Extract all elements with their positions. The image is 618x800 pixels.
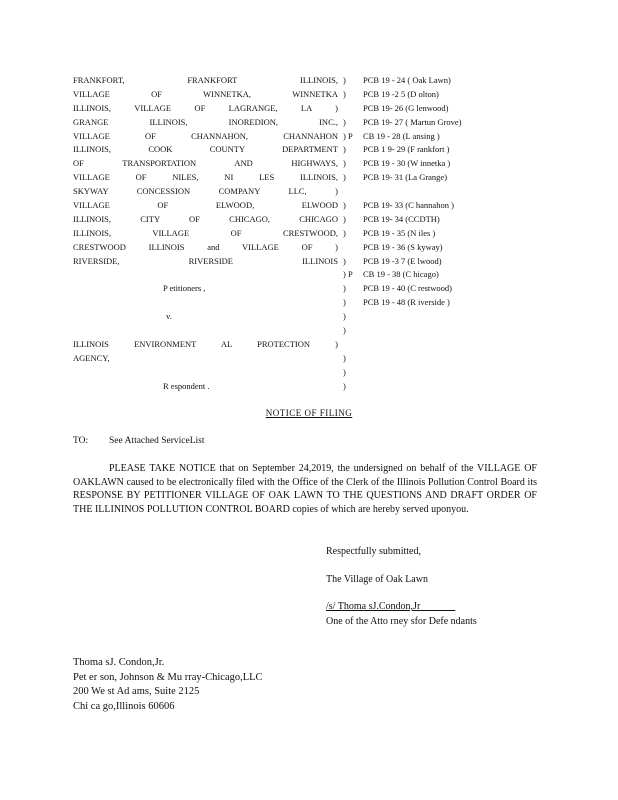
caption-party-text: VILLAGE OF WINNETKA, WINNETKA bbox=[73, 88, 338, 99]
case-number: PCB 19 - 40 (C restwood) bbox=[363, 283, 453, 294]
caption-row bbox=[73, 310, 503, 324]
notice-body: PLEASE TAKE NOTICE that on September 24,2019, the undersigned on behalf of the VILLAGE OF OAKLAWN caused to be electronically filed with the Office of the Clerk of the Illinois Pollution Control Board its RESPONSE BY PETITIONER VILLAGE OF OAK LAWN TO THE QUESTIONS AND DRAFT ORDER OF THE ILLININOS POLLUTION CONTROL BOARD copies of which are hereby served uponyou. bbox=[73, 463, 537, 515]
case-number: PCB 1 9- 29 (F rankfort ) bbox=[363, 144, 450, 155]
case-number: PCB 19- 31 (La Grange) bbox=[363, 172, 448, 183]
document-title bbox=[0, 408, 618, 418]
case-number: PCB 19 - 36 (S kyway) bbox=[363, 241, 443, 252]
address-line: Thoma sJ. Condon,Jr. bbox=[73, 657, 165, 668]
case-number: PCB 19 -3 7 (E lwood) bbox=[363, 255, 442, 266]
case-number: PCB 19- 27 ( Martun Grove) bbox=[363, 116, 462, 127]
caption-paren: ) bbox=[343, 75, 346, 85]
case-number: PCB 19 -2 5 (D olton) bbox=[363, 88, 439, 99]
caption-row bbox=[73, 157, 503, 171]
caption-paren: ) bbox=[343, 311, 346, 322]
caption-paren: ) bbox=[343, 227, 346, 238]
caption-party-text: CRESTWOOD ILLINOIS and VILLAGE OF ) bbox=[73, 241, 338, 252]
caption-party-text: ILLINOIS, VILLAGE OF LAGRANGE, LA ) bbox=[73, 102, 338, 113]
to-value: See Attached ServiceList bbox=[109, 436, 205, 446]
caption-row bbox=[73, 102, 503, 116]
attorney-address bbox=[73, 656, 263, 715]
address-line: Pet er son, Johnson & Mu rray-Chicago,LLC bbox=[73, 671, 263, 683]
case-number: PCB 19 - 24 ( Oak Lawn) bbox=[363, 75, 451, 85]
title-text: NOTICE OF FILING bbox=[265, 408, 353, 418]
caption-paren: ) bbox=[343, 255, 346, 266]
caption-paren: ) bbox=[343, 88, 346, 99]
caption-row bbox=[73, 143, 503, 157]
case-number: PCB 19- 33 (C hannahon ) bbox=[363, 200, 454, 211]
caption-party-text: VILLAGE OF NILES, NI LES ILLINOIS, bbox=[73, 172, 338, 183]
caption-row bbox=[73, 366, 503, 380]
caption-paren: ) P bbox=[343, 269, 353, 280]
caption-row bbox=[73, 338, 503, 352]
caption-row bbox=[73, 268, 503, 282]
address-line: 200 We st Ad ams, Suite 2125 bbox=[73, 686, 200, 698]
caption-row bbox=[73, 130, 503, 144]
caption-paren: ) bbox=[343, 380, 346, 391]
caption-paren: ) bbox=[343, 116, 346, 127]
caption-row bbox=[73, 199, 503, 213]
caption-paren: ) P bbox=[343, 130, 353, 141]
caption-row bbox=[73, 213, 503, 227]
caption-row bbox=[73, 241, 503, 255]
caption-party-text: GRANGE ILLINOIS, INOREDION, INC., bbox=[73, 116, 338, 127]
case-number: PCB 19 - 30 (W innetka ) bbox=[363, 158, 451, 169]
caption-paren: ) bbox=[343, 200, 346, 211]
caption-row bbox=[73, 380, 503, 394]
case-number: PCB 19- 34 (CCDTH) bbox=[363, 213, 440, 224]
case-number: PCB 19- 26 (G lenwood) bbox=[363, 102, 449, 113]
caption-party-text: AGENCY, bbox=[73, 352, 110, 363]
caption-paren: ) bbox=[343, 297, 346, 308]
caption-row bbox=[73, 352, 503, 366]
to-line bbox=[73, 436, 205, 446]
caption-party-text: ILLINOIS, VILLAGE OF CRESTWOOD, bbox=[73, 227, 338, 238]
caption-row bbox=[73, 324, 503, 338]
case-number: CB 19 - 28 (L ansing ) bbox=[363, 130, 440, 141]
to-label: TO: bbox=[73, 436, 89, 446]
caption-paren: ) bbox=[343, 158, 346, 169]
caption-party-text: VILLAGE OF ELWOOD, ELWOOD bbox=[73, 200, 338, 211]
caption-paren: ) bbox=[343, 366, 346, 377]
party-name: The Village of Oak Lawn bbox=[326, 574, 428, 585]
caption-party-text: VILLAGE OF CHANNAHON, CHANNAHON bbox=[73, 130, 338, 141]
caption-paren: ) bbox=[343, 325, 346, 336]
caption-row bbox=[73, 255, 503, 269]
caption-paren: ) bbox=[343, 172, 346, 183]
caption-paren: ) bbox=[343, 144, 346, 155]
caption-row bbox=[73, 116, 503, 130]
caption-party-text: OF TRANSPORTATION AND HIGHWAYS, bbox=[73, 158, 338, 169]
caption-party-text: ILLINOIS ENVIRONMENT AL PROTECTION ) bbox=[73, 338, 338, 349]
caption-party-text: RIVERSIDE, RIVERSIDE ILLINOIS bbox=[73, 255, 338, 266]
caption-row bbox=[73, 185, 503, 199]
caption-row bbox=[73, 74, 503, 88]
caption-row bbox=[73, 227, 503, 241]
case-number: PCB 19 - 35 (N iles ) bbox=[363, 227, 436, 238]
caption-party-text: P etitioners , bbox=[163, 283, 206, 294]
caption-row bbox=[73, 88, 503, 102]
caption-party-text: ILLINOIS, CITY OF CHICAGO, CHICAGO bbox=[73, 213, 338, 224]
caption-row bbox=[73, 282, 503, 296]
case-caption bbox=[73, 74, 503, 393]
caption-paren: ) bbox=[343, 213, 346, 224]
caption-paren: ) bbox=[343, 283, 346, 294]
caption-party-text: R espondent . bbox=[163, 380, 210, 391]
caption-party-text: v. bbox=[166, 311, 172, 322]
caption-row bbox=[73, 296, 503, 310]
signature-line bbox=[326, 601, 455, 612]
closing-text: Respectfully submitted, bbox=[326, 546, 421, 557]
caption-party-text: SKYWAY CONCESSION COMPANY LLC, ) bbox=[73, 186, 338, 197]
case-number: CB 19 - 38 (C hicago) bbox=[363, 269, 439, 280]
caption-party-text: ILLINOIS, COOK COUNTY DEPARTMENT bbox=[73, 144, 338, 155]
signer-role: One of the Atto rney sfor Defe ndants bbox=[326, 616, 477, 627]
address-line: Chi ca go,Illinois 60606 bbox=[73, 701, 175, 713]
signature-text: /s/ Thoma sJ.Condon,Jr bbox=[326, 601, 421, 612]
caption-paren: ) bbox=[343, 352, 346, 363]
case-number: PCB 19 - 48 (R iverside ) bbox=[363, 297, 450, 308]
caption-party-text: FRANKFORT, FRANKFORT ILLINOIS, bbox=[73, 75, 338, 85]
caption-row bbox=[73, 171, 503, 185]
